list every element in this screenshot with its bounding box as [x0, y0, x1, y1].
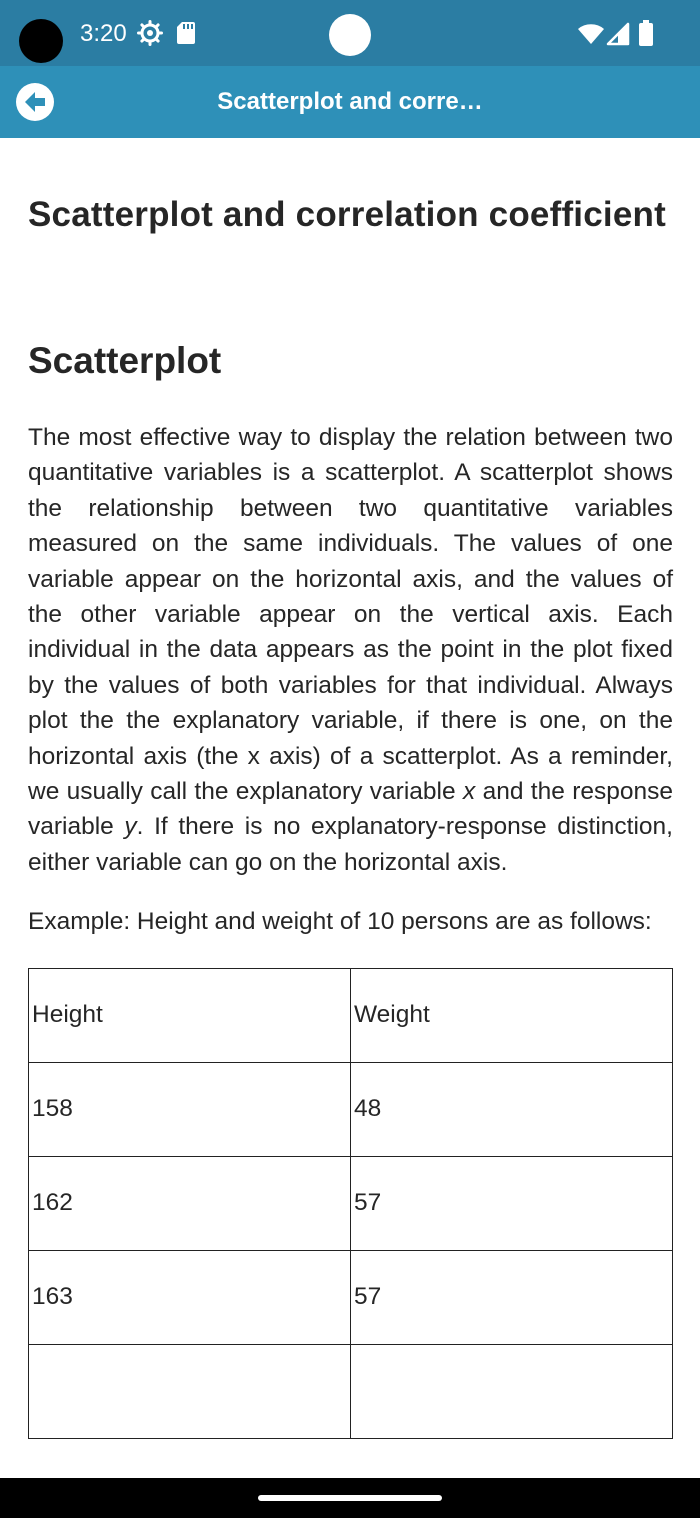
table-cell-weight: 57	[351, 1250, 673, 1344]
table-header-height: Height	[29, 968, 351, 1062]
signal-icon	[606, 22, 630, 46]
scatterplot-paragraph	[28, 420, 673, 880]
notch-dot	[329, 14, 371, 56]
table-row	[29, 1250, 673, 1344]
variable-y: y	[124, 813, 137, 841]
table-row	[29, 1062, 673, 1156]
arrow-left-icon	[16, 83, 54, 121]
paragraph-text-1: The most effective way to display the relation between two quantitative variables is a scatterplot. A scatterplot shows the relationship between two quantitative variables measured on the same individuals. The values of one variable appear on the horizontal axis, and the values of the other variable appear on the vertical axis. Each individual in the data appears as the point in the plot fixed by the values of both variables for that individual. Always plot the the explanatory variable, if there is one, on the horizontal axis (the x axis) of a scatterplot. As a reminder, we usually call the explanatory variable	[28, 424, 673, 806]
sd-card-icon	[176, 21, 196, 45]
section-heading: Scatterplot	[28, 340, 222, 381]
table-row	[29, 1344, 673, 1438]
table-cell-height: 162	[29, 1156, 351, 1250]
table-cell-height: 158	[29, 1062, 351, 1156]
table-header-row	[29, 968, 673, 1062]
camera-cutout	[19, 19, 63, 63]
page-title: Scatterplot and correlation coefficient	[28, 195, 666, 234]
paragraph-text-2: and the response variable	[28, 778, 673, 841]
example-text: Example: Height and weight of 10 persons are as follows:	[28, 908, 652, 936]
status-time: 3:20	[80, 20, 127, 47]
battery-icon	[638, 20, 654, 46]
app-bar	[0, 66, 700, 138]
paragraph-text-3: . If there is no explanatory-response distinction, either variable can go on the horizontal axis.	[28, 813, 673, 876]
back-button[interactable]	[16, 83, 54, 121]
article-content	[28, 138, 673, 1439]
variable-x: x	[462, 778, 476, 806]
status-bar	[0, 0, 700, 66]
home-indicator[interactable]	[258, 1495, 442, 1501]
app-bar-title: Scatterplot and corre…	[217, 88, 483, 115]
table-cell-weight: 48	[351, 1062, 673, 1156]
table-cell-weight: 57	[351, 1156, 673, 1250]
system-nav-bar	[0, 1478, 700, 1518]
height-weight-table	[28, 968, 673, 1439]
gear-icon	[137, 20, 163, 46]
wifi-icon	[577, 22, 605, 46]
table-header-weight: Weight	[351, 968, 673, 1062]
table-cell-height	[29, 1344, 351, 1438]
table-row	[29, 1156, 673, 1250]
table-cell-height: 163	[29, 1250, 351, 1344]
table-cell-weight	[351, 1344, 673, 1438]
